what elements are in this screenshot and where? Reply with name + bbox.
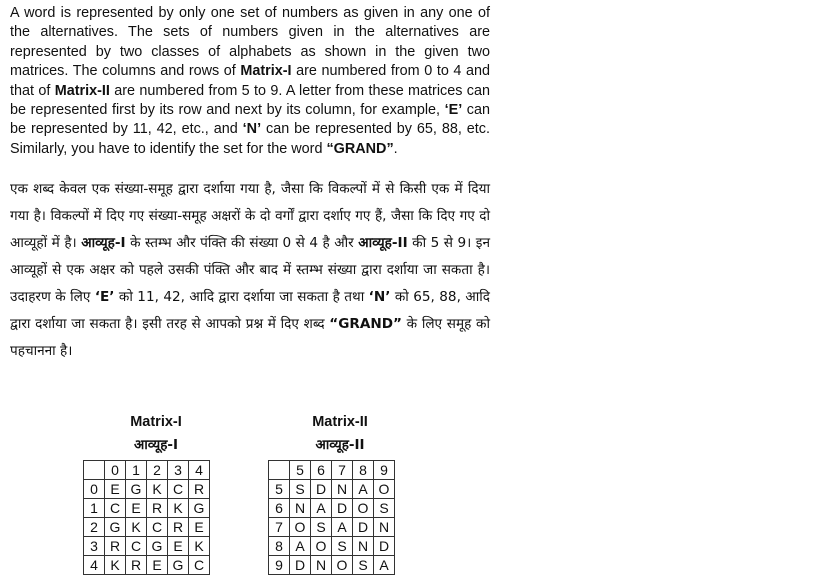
text-span: can be represented by 11, 42, etc., and [10,102,490,138]
letter-cell: G [126,480,147,499]
hindi-paragraph [10,176,490,365]
column-number-cell: 1 [126,461,147,480]
letter-cell: A [353,480,374,499]
target-word-hindi: “GRAND” [329,316,402,332]
letter-e-ref: ‘E’ [444,102,463,119]
letter-cell: E [168,537,189,556]
column-number-cell: 4 [189,461,210,480]
row-number-cell: 3 [84,537,105,556]
letter-cell: S [332,537,353,556]
row-number-cell: 0 [84,480,105,499]
matrix1-table [83,460,210,575]
matrix2-table [268,460,395,575]
letter-cell: R [105,537,126,556]
matrix-row [269,537,395,556]
letter-cell: D [353,518,374,537]
matrix-row [269,518,395,537]
letter-cell: C [147,518,168,537]
letter-cell: A [290,537,311,556]
matrix-row [84,537,210,556]
row-number-cell: 9 [269,556,290,575]
letter-cell: D [332,499,353,518]
letter-n-ref: ‘N’ [242,121,262,138]
matrix1-ref: Matrix-I [240,63,292,80]
text-span: एक शब्द केवल एक संख्या-समूह द्वारा दर्शाया गया है, जैसा कि विकल्पों में से किसी एक में दिया गया है। विकल्पों में दिए गए संख्या-समूह अक्षरों के दो वर्गों द्वारा दर्शाए गए हैं, जैसा कि दिए गए दो आव्यूहों में है। [10,181,490,251]
letter-cell: G [189,499,210,518]
letter-cell: O [290,518,311,537]
text-span: can be represented by 65, 88, etc. Similarly, you have to identify the set for the word [10,121,490,157]
letter-cell: R [189,480,210,499]
hindi-instructions [10,176,490,365]
letter-cell: G [168,556,189,575]
text-span: को 65, 88, आदि द्वारा दर्शाया जा सकता है। इसी तरह से आपको प्रश्न में दिए शब्द [10,289,490,332]
english-instructions [10,4,490,159]
letter-cell: C [189,556,210,575]
matrix1-title: Matrix-I [130,414,182,430]
text-span: को 11, 42, आदि द्वारा दर्शाया जा सकता है तथा [114,289,369,305]
letter-cell: K [147,480,168,499]
row-number-cell: 5 [269,480,290,499]
text-span: की 5 से 9। इन आव्यूहों से एक अक्षर को पहले उसकी पंक्ति और बाद में स्तम्भ संख्या द्वारा दर्शाया जा सकता है। उदाहरण के लिए [10,235,490,305]
matrix1-subtitle: आव्यूह-I [133,437,179,453]
letter-cell: K [126,518,147,537]
matrix2-ref-hindi: आव्यूह-II [358,235,408,251]
letter-cell: S [353,556,374,575]
row-number-cell: 4 [84,556,105,575]
text-span: are numbered from 5 to 9. A letter from these matrices can be represented first by its row and next by its column, for example, [10,82,490,119]
letter-cell: O [374,480,395,499]
matrix-row [269,499,395,518]
letter-cell: R [126,556,147,575]
letter-cell: G [105,518,126,537]
letter-cell: C [168,480,189,499]
column-number-cell: 2 [147,461,168,480]
letter-cell: N [290,499,311,518]
matrix-header-row [269,461,395,480]
row-number-cell: 7 [269,518,290,537]
letter-cell: O [332,556,353,575]
text-span: are numbered from 0 to 4 and that of [10,63,490,99]
letter-cell: E [189,518,210,537]
letter-cell: K [168,499,189,518]
letter-cell: K [189,537,210,556]
matrix1-ref-hindi: आव्यूह-I [81,235,126,251]
column-number-cell: 7 [332,461,353,480]
letter-cell: N [332,480,353,499]
letter-cell: N [353,537,374,556]
matrix-row [84,480,210,499]
column-number-cell: 6 [311,461,332,480]
letter-cell: K [105,556,126,575]
letter-cell: S [374,499,395,518]
letter-cell: D [290,556,311,575]
matrix-row [84,556,210,575]
letter-cell: R [168,518,189,537]
letter-cell: R [147,499,168,518]
row-number-cell: 2 [84,518,105,537]
matrix-row [269,556,395,575]
letter-cell: C [126,537,147,556]
letter-cell: A [311,499,332,518]
letter-cell: G [147,537,168,556]
english-paragraph [10,4,490,159]
letter-cell: D [311,480,332,499]
column-number-cell: 5 [290,461,311,480]
letter-cell: O [311,537,332,556]
letter-cell: A [374,556,395,575]
text-span: . [393,140,398,157]
row-number-cell: 6 [269,499,290,518]
letter-cell: S [311,518,332,537]
letter-cell: A [332,518,353,537]
matrix-header-row [84,461,210,480]
column-number-cell: 8 [353,461,374,480]
letter-cell: N [311,556,332,575]
letter-cell: D [374,537,395,556]
column-number-cell: 9 [374,461,395,480]
letter-cell: N [374,518,395,537]
text-span: के लिए समूह को पहचानना है। [10,316,490,359]
target-word: “GRAND” [326,140,394,157]
text-span: के स्तम्भ और पंक्ति की संख्या 0 से 4 है और [125,235,359,251]
column-number-cell [269,461,290,480]
letter-cell: E [147,556,168,575]
letter-n-ref-hindi: ‘N’ [368,289,391,305]
letter-cell: E [126,499,147,518]
matrix2-title: Matrix-II [312,414,368,430]
matrix-row [84,499,210,518]
column-number-cell [84,461,105,480]
column-number-cell: 3 [168,461,189,480]
matrix2-ref: Matrix-II [54,82,110,99]
matrix-row [269,480,395,499]
column-number-cell: 0 [105,461,126,480]
letter-cell: C [105,499,126,518]
letter-cell: S [290,480,311,499]
matrix2-subtitle: आव्यूह-II [315,437,365,453]
letter-cell: E [105,480,126,499]
row-number-cell: 1 [84,499,105,518]
letter-e-ref-hindi: ‘E’ [94,289,115,305]
matrix-row [84,518,210,537]
text-span: A word is represented by only one set of numbers as given in any one of the alternatives. The sets of numbers given in the alternatives are represented by two classes of alphabets as shown in the given two matrices. The columns and rows of [10,5,490,80]
letter-cell: O [353,499,374,518]
row-number-cell: 8 [269,537,290,556]
